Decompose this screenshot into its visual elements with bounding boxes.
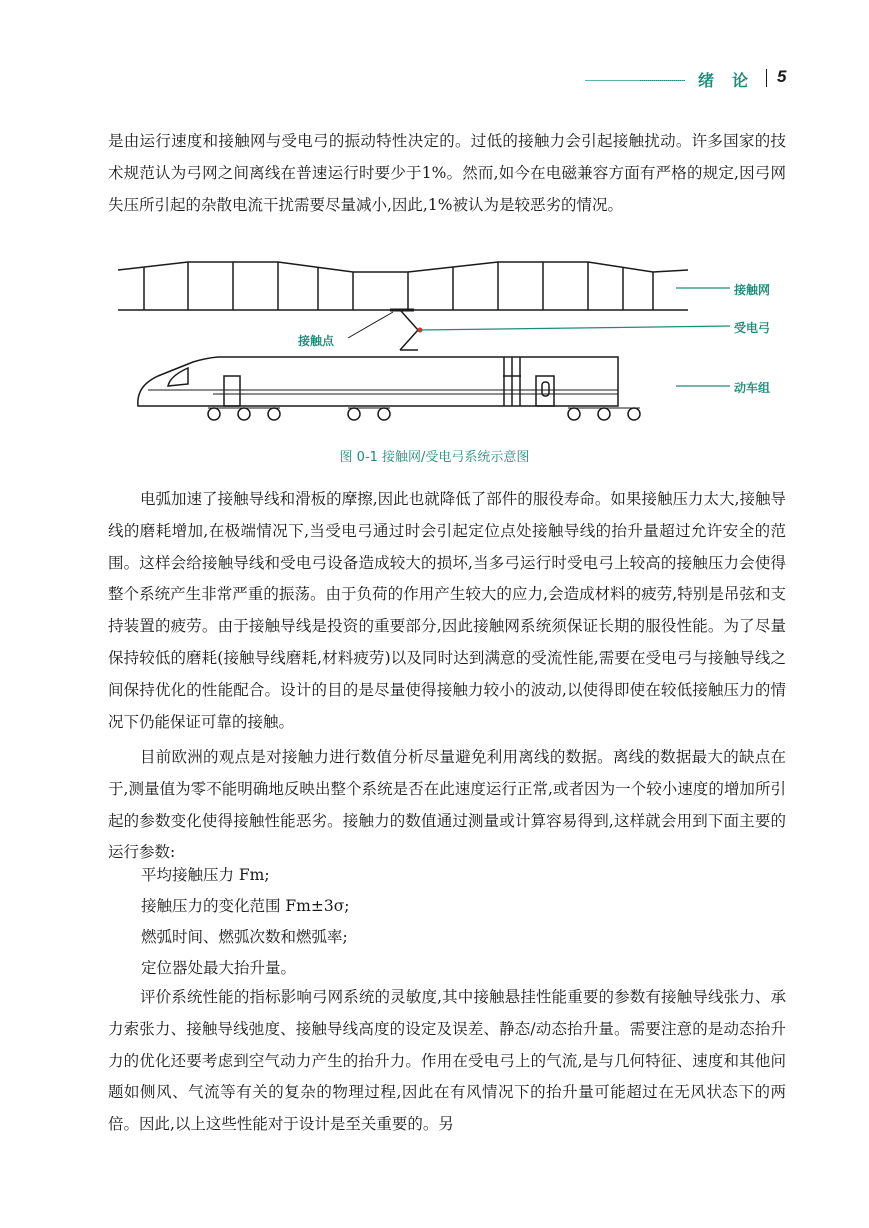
catenary-diagram <box>118 258 798 438</box>
paragraph-1: 是由运行速度和接触网与受电弓的振动特性决定的。过低的接触力会引起接触扰动。许多国家的技术规范认为弓网之间离线在普速运行时要少于1%。然而,如今在电磁兼容方面有严格的规定,因弓网失压所引起的杂散电流干扰需要尽量减小,因此,1%被认为是较恶劣的情况。 <box>108 132 786 214</box>
paragraph-3: 目前欧洲的观点是对接触力进行数值分析尽量避免利用离线的数据。离线的数据最大的缺点在于,测量值为零不能明确地反映出整个系统是否在此速度运行正常,或者因为一个较小速度的增加所引起的参数变化使得接触性能恶劣。接触力的数值通过测量或计算容易得到,这样就会用到下面主要的运行参数: <box>108 748 786 862</box>
paragraph-4: 评价系统性能的指标影响弓网系统的灵敏度,其中接触悬挂性能重要的参数有接触导线张力、承力索张力、接触导线弛度、接触导线高度的设定及误差、静态/动态抬升量。需要注意的是动态抬升力的优化还要考虑到空气动力产生的抬升力。作用在受电弓上的气流,是与几何特征、速度和其他问题如侧风、气流等有关的复杂的物理过程,因此在有风情况下的抬升量可能超过在无风状态下的两倍。因此,以上这些性能对于设计是至关重要的。另 <box>108 988 786 1134</box>
list-item: 定位器处最大抬升量。 <box>141 959 297 977</box>
label-catenary: 接触网 <box>734 283 771 297</box>
label-train: 动车组 <box>734 381 771 395</box>
pantograph-leader <box>420 326 730 330</box>
label-contact-point: 接触点 <box>298 334 335 348</box>
list-item: 接触压力的变化范围 Fm±3σ; <box>141 897 350 915</box>
train-wheel <box>268 408 280 420</box>
list-item: 燃弧时间、燃弧次数和燃弧率; <box>141 928 348 946</box>
train-wheel <box>348 408 360 420</box>
figure-catenary-pantograph <box>118 258 798 438</box>
paragraph-2: 电弧加速了接触导线和滑板的摩擦,因此也就降低了部件的服役寿命。如果接触压力太大,接触导线的磨耗增加,在极端情况下,当受电弓通过时会引起定位点处接触导线的抬升量超过允许安全的范围。这样会给接触导线和受电弓设备造成较大的损坏,当多弓运行时受电弓上较高的接触压力会使得整个系统产生非常严重的振荡。由于负荷的作用产生较大的应力,会造成材料的疲劳,特别是吊弦和支持装置的疲劳。由于接触导线是投资的重要部分,因此接触网系统须保证长期的服役性能。为了尽量保持较低的磨耗(接触导线磨耗,材料疲劳)以及同时达到满意的受流性能,需要在受电弓与接触导线之间保持优化的性能配合。设计的目的是尽量使得接触力较小的波动,以使得即使在较低接触压力的情况下仍能保证可靠的接触。 <box>108 490 786 731</box>
pantograph-arm <box>400 311 418 350</box>
train-door <box>536 376 554 406</box>
train-wheel <box>208 408 220 420</box>
page-number: 5 <box>777 67 787 86</box>
train-door <box>224 376 240 406</box>
header-separator <box>766 69 767 87</box>
train-wheel <box>238 408 250 420</box>
header-rule-dotted <box>640 80 685 81</box>
label-pantograph: 受电弓 <box>734 321 771 335</box>
train-wheel <box>568 408 580 420</box>
contact-point-leader <box>348 312 393 338</box>
train-wheel <box>598 408 610 420</box>
train-wheel <box>628 408 640 420</box>
figure-caption: 图 0-1 接触网/受电弓系统示意图 <box>339 450 530 465</box>
train-wheel <box>378 408 390 420</box>
chapter-title: 绪论 <box>698 71 767 90</box>
list-item: 平均接触压力 Fm; <box>141 866 270 884</box>
messenger-wire <box>118 262 688 272</box>
